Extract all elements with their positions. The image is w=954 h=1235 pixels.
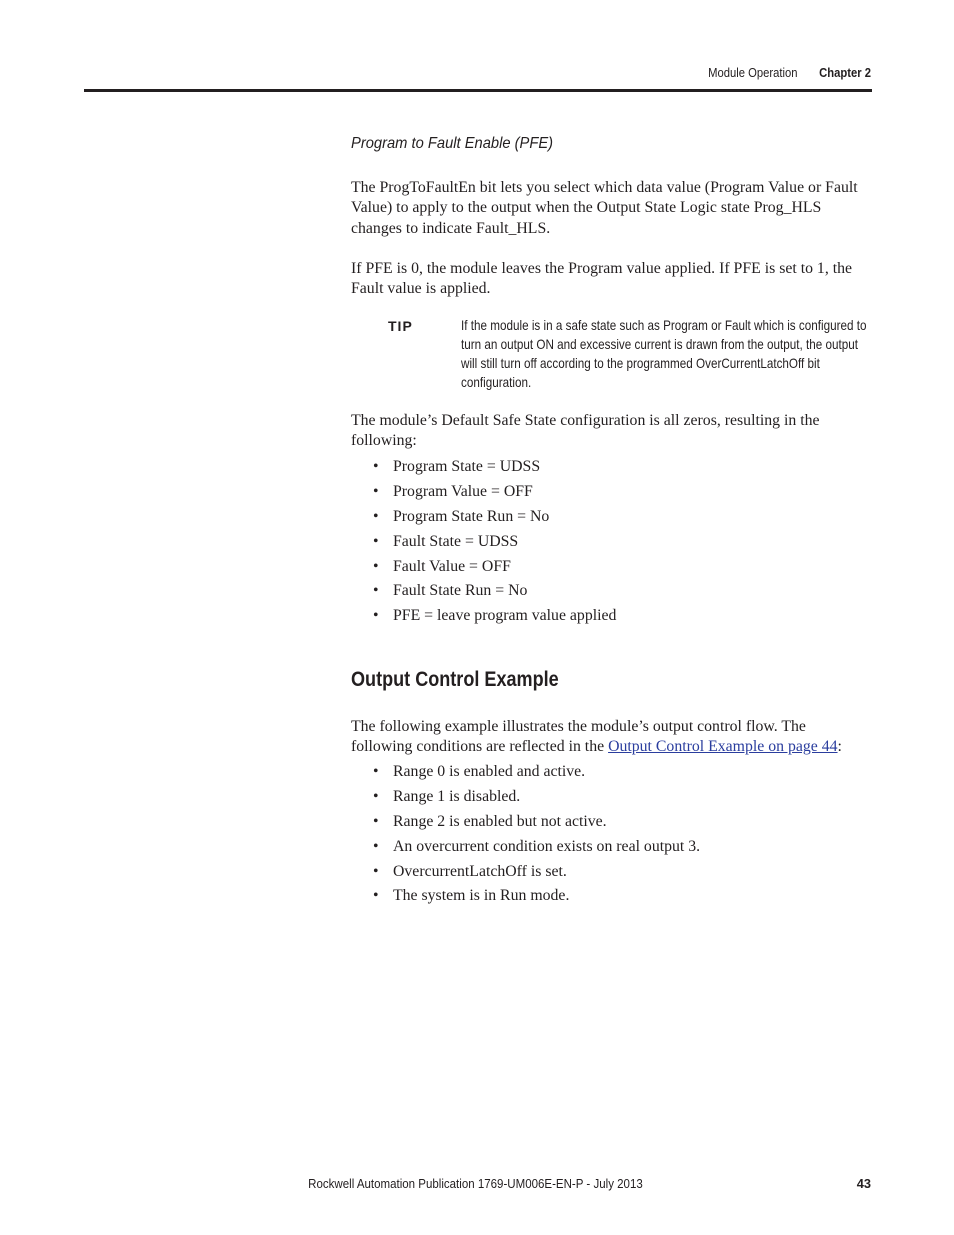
- conditions-list: [371, 760, 700, 909]
- paragraph-output-control-intro: [351, 717, 871, 758]
- list-item: • An overcurrent condition exists on real output 3.: [371, 835, 700, 860]
- list-item: • Range 1 is disabled.: [371, 785, 700, 810]
- page-footer: [271, 1176, 871, 1191]
- list-item: • Program State = UDSS: [371, 455, 616, 480]
- section-title: Output Control Example: [351, 668, 559, 691]
- list-item: • Range 2 is enabled but not active.: [371, 810, 700, 835]
- list-item: • Fault Value = OFF: [371, 555, 616, 580]
- header-rule: [84, 89, 872, 92]
- paragraph-text-end: :: [837, 738, 842, 756]
- list-item: • Fault State Run = No: [371, 579, 616, 604]
- list-item: • Program Value = OFF: [371, 480, 616, 505]
- page-number: 43: [856, 1176, 871, 1191]
- paragraph-text: The following example illustrates the module’s output control flow. The following conditions are reflected in the: [351, 718, 806, 756]
- list-item: • OvercurrentLatchOff is set.: [371, 860, 700, 885]
- default-safe-state-list: [371, 455, 616, 629]
- footer-publication: Rockwell Automation Publication 1769-UM006E-EN-P - July 2013: [308, 1176, 643, 1191]
- header-section: Module Operation: [708, 66, 798, 80]
- list-item: • PFE = leave program value applied: [371, 604, 616, 629]
- tip-text: If the module is in a safe state such as Program or Fault which is configured to turn an output ON and excessive current is drawn from the output, the output will still turn off according to the programmed OverCurrentLatchOff bit configuration.: [461, 318, 867, 390]
- output-control-example-link[interactable]: Output Control Example on page 44: [608, 738, 838, 756]
- page-header: [708, 66, 871, 80]
- list-item: • Range 0 is enabled and active.: [371, 760, 700, 785]
- paragraph-default-safe-state: The module’s Default Safe State configuration is all zeros, resulting in the following:: [351, 412, 820, 450]
- list-item: • The system is in Run mode.: [371, 884, 700, 909]
- header-chapter: Chapter 2: [819, 66, 871, 80]
- list-item: • Program State Run = No: [371, 505, 616, 530]
- paragraph-pfe-values: If PFE is 0, the module leaves the Program value applied. If PFE is set to 1, the Fault value is applied.: [351, 260, 853, 298]
- subheading: Program to Fault Enable (PFE): [351, 135, 554, 152]
- paragraph-progtofaulten: The ProgToFaultEn bit lets you select which data value (Program Value or Fault Value) to apply to the output when the Output State Logic state Prog_HLS changes to indicate Fault_HLS.: [351, 179, 858, 237]
- tip-label: TIP: [388, 318, 413, 334]
- list-item: • Fault State = UDSS: [371, 530, 616, 555]
